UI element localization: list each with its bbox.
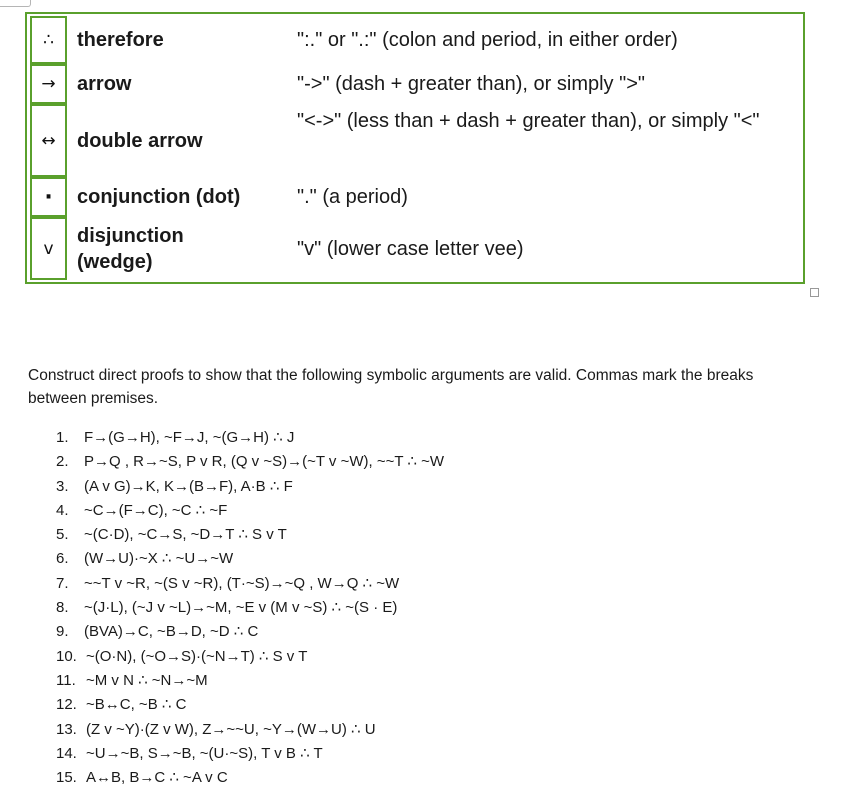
symbol-keys: "v" (lower case letter vee) xyxy=(297,237,524,260)
symbol-keys: ":." or ".:" (colon and period, in either order) xyxy=(297,29,678,51)
list-item xyxy=(56,547,444,571)
item-number: 12. xyxy=(56,696,77,714)
list-item xyxy=(56,426,444,450)
item-number: 5. xyxy=(56,526,69,544)
wedge-icon: v xyxy=(30,217,67,280)
argument-text: ~(C·D), ~C→S, ~D→T ∴ S v T xyxy=(84,526,287,544)
item-number: 9. xyxy=(56,623,69,641)
item-number: 8. xyxy=(56,599,69,617)
list-item xyxy=(56,499,444,523)
item-number: 13. xyxy=(56,720,77,738)
list-item xyxy=(56,742,444,766)
symbol-name: disjunction (wedge) xyxy=(77,224,184,273)
symbol-row-arrow xyxy=(27,64,803,104)
argument-text: ~U→~B, S→~B, ~(U·~S), T v B ∴ T xyxy=(86,744,323,762)
symbol-row-conjunction xyxy=(27,177,803,217)
argument-text: ~~T v ~R, ~(S v ~R), (T·~S)→~Q , W→Q ∴ ~W xyxy=(84,574,400,592)
corner-mark xyxy=(0,0,31,7)
symbol-row-therefore xyxy=(27,16,803,64)
item-number: 14. xyxy=(56,744,77,762)
argument-text: (A v G)→K, K→(B→F), A·B ∴ F xyxy=(84,477,293,495)
item-number: 11. xyxy=(56,671,76,689)
list-item xyxy=(56,450,444,474)
proof-list xyxy=(56,426,444,790)
item-number: 3. xyxy=(56,477,69,495)
arrow-icon: → xyxy=(30,64,67,104)
list-item xyxy=(56,596,444,620)
double-arrow-icon: ↔ xyxy=(30,104,67,177)
argument-text: ~M v N ∴ ~N→~M xyxy=(86,671,208,689)
instructions-paragraph: Construct direct proofs to show that the following symbolic arguments are valid. Commas mark the breaks between premises. xyxy=(28,367,754,407)
argument-text: F→(G→H), ~F→J, ~(G→H) ∴ J xyxy=(84,429,295,446)
symbol-table xyxy=(25,12,805,284)
list-item xyxy=(56,645,444,669)
item-number: 2. xyxy=(56,453,69,471)
item-number: 10. xyxy=(56,647,77,665)
symbol-name: conjunction (dot) xyxy=(77,186,241,208)
list-item xyxy=(56,669,444,693)
item-number: 15. xyxy=(56,769,77,787)
item-number: 4. xyxy=(56,501,69,519)
argument-text: (W→U)·~X ∴ ~U→~W xyxy=(84,550,234,568)
list-item xyxy=(56,620,444,644)
symbol-name: therefore xyxy=(77,29,164,51)
symbol-row-double-arrow xyxy=(27,104,803,177)
argument-text: ~B↔C, ~B ∴ C xyxy=(86,696,187,714)
symbol-keys: "." (a period) xyxy=(297,186,408,208)
list-item xyxy=(56,572,444,596)
list-item xyxy=(56,693,444,717)
dot-icon: · xyxy=(30,177,67,217)
item-number: 6. xyxy=(56,550,69,568)
argument-text: P→Q , R→~S, P v R, (Q v ~S)→(~T v ~W), ~~T ∴ ~W xyxy=(84,453,445,471)
list-item xyxy=(56,523,444,547)
symbol-keys: "<->" (less than + dash + greater than), or simply "<" xyxy=(297,110,760,132)
symbol-keys: "->" (dash + greater than), or simply ">" xyxy=(297,73,645,95)
argument-text: ~(J·L), (~J v ~L)→~M, ~E v (M v ~S) ∴ ~(S · E) xyxy=(84,599,398,617)
argument-text: (Z v ~Y)·(Z v W), Z→~~U, ~Y→(W→U) ∴ U xyxy=(86,720,376,738)
list-item xyxy=(56,475,444,499)
item-number: 7. xyxy=(56,574,69,592)
resize-handle[interactable] xyxy=(810,288,819,297)
list-item xyxy=(56,718,444,742)
argument-text: A↔B, B→C ∴ ~A v C xyxy=(86,769,228,787)
symbol-name: arrow xyxy=(77,73,132,95)
argument-text: (BVA)→C, ~B→D, ~D ∴ C xyxy=(84,623,259,641)
symbol-row-disjunction xyxy=(27,217,803,282)
list-item xyxy=(56,766,444,790)
argument-text: ~C→(F→C), ~C ∴ ~F xyxy=(84,501,228,519)
symbol-name: double arrow xyxy=(77,129,203,152)
therefore-icon: ∴ xyxy=(30,16,67,64)
item-number: 1. xyxy=(56,429,69,446)
argument-text: ~(O·N), (~O→S)·(~N→T) ∴ S v T xyxy=(86,647,308,665)
